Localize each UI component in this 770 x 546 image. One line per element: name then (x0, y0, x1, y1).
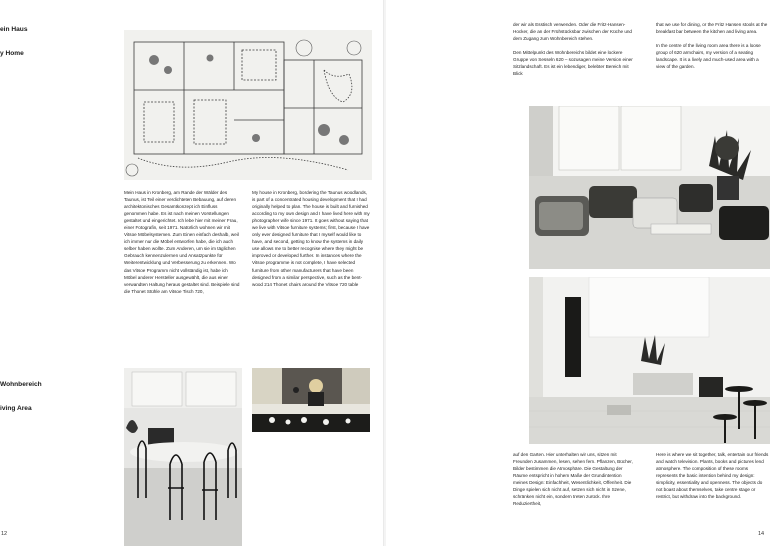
photo-living-area-bar-stools (529, 277, 770, 444)
top-text-en-right (656, 14, 769, 77)
top-text-de-right (513, 14, 633, 84)
bottom-text-de-right (513, 451, 633, 507)
heading-my-home-de: ein Haus (0, 26, 28, 33)
heading-living-area-en: iving Area (0, 405, 32, 412)
heading-my-home (0, 10, 27, 74)
heading-living-area (0, 365, 42, 429)
body-text-en-left (252, 189, 370, 288)
photo-living-room-armchairs (529, 106, 770, 269)
photo-dining-chairs (124, 368, 242, 546)
paragraph-de: der wir als Esstisch verwenden. Oder die Fritz-Hansen-Hocker, die an der Frühstücksbar zwischen der Küche und dem Zugang zum Wohnbereich stehen. Den Mittelpunkt des Wohnbereichs bildet eine lockere Gruppe von Sesseln 620 – sozusagen meine Version einer Sitzlandschaft. Es ist ein lebendiger, belebter Bereich mit Blick (513, 22, 633, 77)
page-number-left: 12 (1, 531, 8, 537)
paragraph-en: Here is where we sit together, talk, entertain our friends and watch television. Plants, books and pictures lend atmosphere. The composition of these rooms represents the basic intention behind my design: simplicity, essentiality and openness. The objects do not boast about themselves, take centre stage or restrict, but withdraw into the background. (656, 452, 769, 500)
bottom-text-en-right (656, 451, 769, 500)
right-page (386, 0, 770, 546)
paragraph-de: Mein Haus in Kronberg, am Rande der Wälder des Taunus, ist Teil einer verdichteten Bebauung, auf deren architektonisches Gesamtkonzept ich Einfluss genommen habe. Es ist nach meinen Vorstellungen gestaltet und eingerichtet. Ich lebe hier mit meiner Frau, einer Fotografin, seit 1971. Natürlich wohnen wir mit Vitsoe Möbelsystemen. Zum Einen einfach deshalb, weil ich immer nur die Möbel entworfen habe, die ich auch selber haben wollte. Zum Anderen, um sie im täglichen Gebrauch kennenzulernen und Ansatzpunkte für Weiterentwicklung und Verbesserung zu erkennen. Wo das Vitsoe Programm nicht vollständig ist, habe ich Möbel anderer Hersteller ausgewählt, die aus einer verwandten Haltung heraus gestaltet sind. Beispiele sind die Thonet Stühle am Vitsoe Tisch 720, (124, 190, 240, 294)
paragraph-en: My house in Kronberg, bordering the Taunus woodlands, is part of a concentrated housing development that I had originally helped to plan. The house is built and furnished according to my own design and I have lived here with my photographer wife since 1971. It goes without saying that we live with Vitsoe furniture systems; first, because I have only ever designed furniture that I myself would like to have, and second, getting to know the systems in daily use allows me to better recognise where they might be improved or developed further. In instances where the Vitsoe programme is not complete, I have selected furniture from other manufacturers that have been designed from a similar perspective, such as the bent-wood 214 Thonet chairs around the Vitsoe 720 table (252, 190, 370, 287)
page-number-right: 14 (758, 531, 765, 537)
body-text-de-left (124, 189, 240, 295)
heading-my-home-en: y Home (0, 50, 24, 57)
paragraph-en: that we use for dining, or the Fritz Hansen stools at the breakfast bar between the kitchen and living area. In the centre of the living room area there is a loose group of 620 armchairs, my version of a seating landscape. It is a lively and much-used area with a view of the garden. (656, 22, 768, 70)
heading-living-area-de: Wohnbereich (0, 381, 42, 388)
left-page (0, 0, 384, 546)
floor-plan-drawing (124, 30, 372, 180)
paragraph-de: auf den Garten. Hier unterhalten wir uns, sitzen mit Freunden zusammen, lesen, sehen fern. Pflanzen, Bücher, Bilder bestimmen die Atmosphäre. Die Gestaltung der Räume entspricht in hohem Maße der Grundintention meines Design: Einfachheit, Wesentlichkeit, Offenheit. Die Dinge spielen sich nicht auf, setzen sich nicht in Szene, schränken nicht ein, sondern treten zurück. Ihre Reduziertheit, (513, 452, 633, 507)
photo-kitchen-bar (252, 368, 370, 432)
